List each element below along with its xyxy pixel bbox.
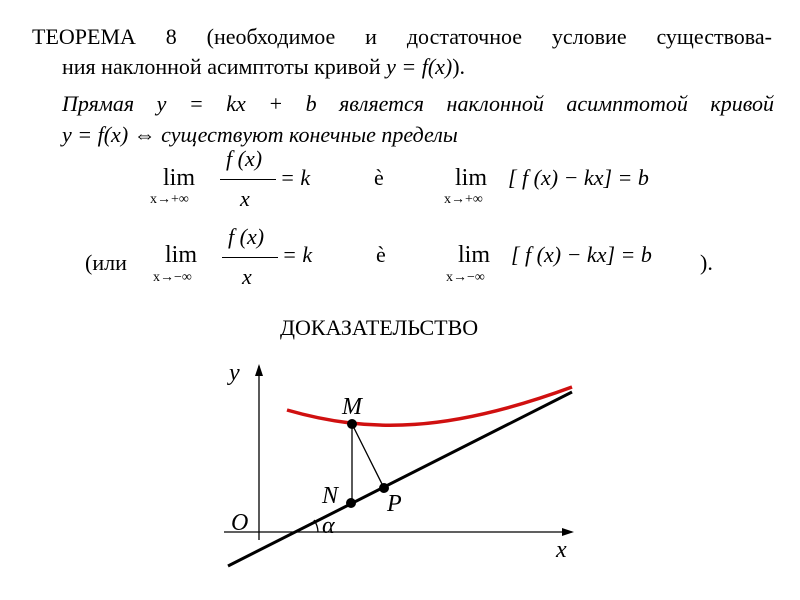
angle-label: α [322, 513, 335, 539]
theorem-line-2-end: ). [452, 54, 466, 79]
lim-3-label: lim [165, 242, 198, 268]
conjunction-1: è [374, 165, 384, 190]
fraction-2-numerator: f (x) [228, 224, 265, 249]
lim-2-subscript: x→+∞ [444, 192, 483, 207]
point-n-dot [346, 498, 356, 508]
lim-4-subscript: x→−∞ [446, 270, 485, 285]
segment-mp [352, 424, 384, 488]
x-axis-label: x [556, 537, 567, 563]
point-m-label: M [342, 394, 362, 420]
equivalence-symbol: ⇔ [133, 122, 156, 147]
equals-k-2: = k [282, 242, 313, 267]
lim-2-label: lim [455, 165, 488, 191]
fraction-2-denominator: x [242, 264, 252, 289]
conjunction-2: è [376, 242, 386, 267]
lim-1-subscript: x→+∞ [150, 192, 189, 207]
statement-text-b: является наклонной асимптотой кривой [316, 91, 774, 116]
lim-4-label: lim [458, 242, 491, 268]
point-n-label: N [322, 483, 339, 509]
proof-heading: ДОКАЗАТЕЛЬСТВО [280, 315, 479, 340]
asymptote-formula: y = kx + b [156, 91, 317, 116]
close-paren: ). [700, 250, 713, 275]
expression-2: [ f (x) − kx] = b [511, 242, 652, 267]
theorem-line-2-text: ния наклонной асимптоты кривой [62, 54, 387, 79]
theorem-formula: y = f(x) [386, 54, 453, 79]
statement-text-a: Прямая [62, 91, 157, 116]
open-paren-or: (или [85, 250, 127, 275]
point-m-dot [347, 419, 357, 429]
theorem-line-1: ТЕОРЕМА 8 (необходимое и достаточное условие существова- [32, 24, 772, 49]
curve [287, 387, 572, 425]
fraction-1-denominator: x [240, 186, 250, 211]
lim-3-subscript: x→−∞ [153, 270, 192, 285]
point-p-label: P [387, 491, 402, 517]
curve-formula: y = f(x) [62, 122, 129, 147]
y-axis-label: y [229, 360, 240, 386]
origin-label: O [231, 510, 249, 536]
equals-k-1: = k [280, 165, 311, 190]
lim-1-label: lim [163, 165, 196, 191]
asymptote-line [228, 392, 572, 566]
statement-text-c: существуют конечные пределы [155, 122, 458, 147]
fraction-1-numerator: f (x) [226, 146, 263, 171]
expression-1: [ f (x) − kx] = b [508, 165, 649, 190]
